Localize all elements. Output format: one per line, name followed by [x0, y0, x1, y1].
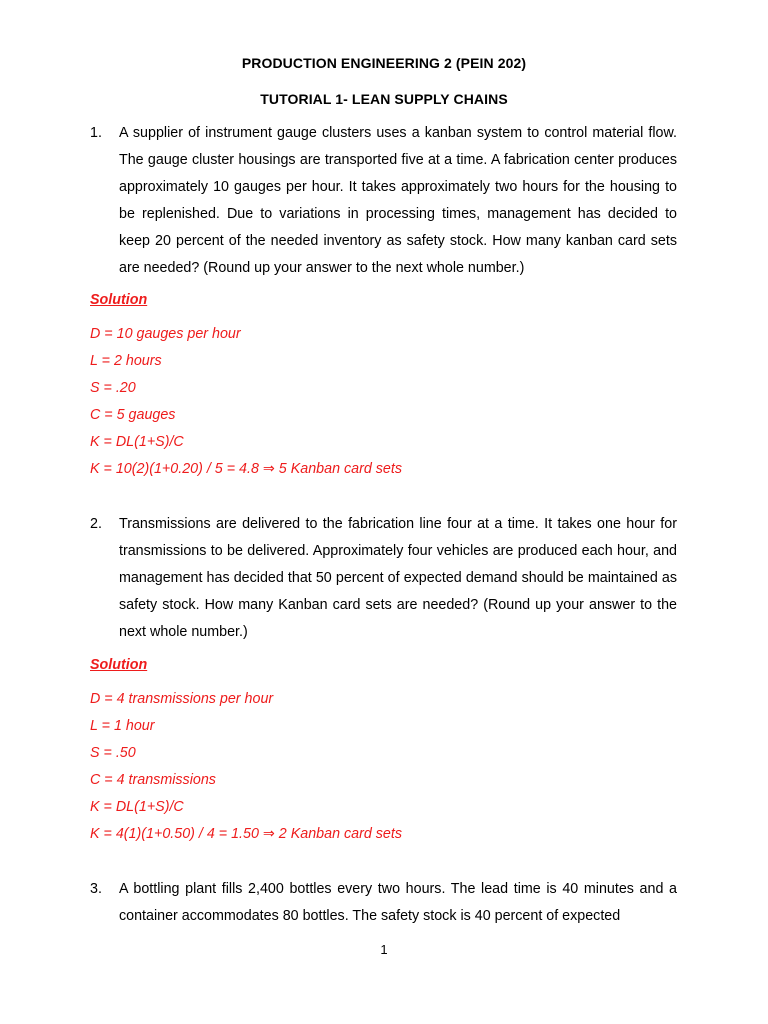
solution-line: D = 10 gauges per hour — [90, 326, 241, 342]
document-title: PRODUCTION ENGINEERING 2 (PEIN 202) — [241, 55, 527, 71]
solution-line: L = 1 hour — [90, 718, 155, 734]
solution-heading: Solution — [90, 292, 148, 308]
question-number: 2. — [90, 516, 102, 532]
solution-line: S = .20 — [90, 380, 136, 396]
solution-2 — [90, 686, 690, 848]
solution-line: K = DL(1+S)/C — [90, 799, 184, 815]
page-number: 1 — [380, 942, 388, 957]
solution-line: D = 4 transmissions per hour — [90, 691, 274, 707]
solution-line: K = DL(1+S)/C — [90, 434, 184, 450]
question-text: Transmissions are delivered to the fabrication line four at a time. It takes one hour for transmissions to be delivered. Approximately four vehicles are produced each hour, and management has decided that 50 percent of expected demand should be maintained as safety stock. How many Kanban card sets are needed? (Round up your answer to the next whole number.) — [119, 516, 677, 640]
document-subtitle: TUTORIAL 1- LEAN SUPPLY CHAINS — [260, 91, 508, 107]
solution-line: C = 4 transmissions — [90, 772, 216, 788]
solution-1 — [90, 321, 690, 483]
question-3 — [90, 876, 677, 930]
solution-line: L = 2 hours — [90, 353, 162, 369]
question-number: 1. — [90, 125, 102, 141]
question-text: A supplier of instrument gauge clusters uses a kanban system to control material flow. The gauge cluster housings are transported five at a time. A fabrication center produces approximately 10 gauges per hour. It takes approximately two hours for the housing to be replenished. Due to variations in processing times, management has decided to keep 20 percent of the needed inventory as safety stock. How many kanban card sets are needed? (Round up your answer to the next whole number.) — [119, 125, 677, 276]
solution-heading: Solution — [90, 657, 148, 673]
question-text: A bottling plant fills 2,400 bottles every two hours. The lead time is 40 minutes and a container accommodates 80 bottles. The safety stock is 40 percent of expected — [119, 881, 677, 924]
solution-line: K = 4(1)(1+0.50) / 4 = 1.50 ⇒ 2 Kanban card sets — [90, 826, 403, 842]
solution-line: S = .50 — [90, 745, 136, 761]
question-2 — [90, 511, 677, 646]
question-1 — [90, 120, 677, 282]
solution-line: K = 10(2)(1+0.20) / 5 = 4.8 ⇒ 5 Kanban card sets — [90, 461, 403, 477]
question-number: 3. — [90, 881, 102, 897]
solution-line: C = 5 gauges — [90, 407, 176, 423]
